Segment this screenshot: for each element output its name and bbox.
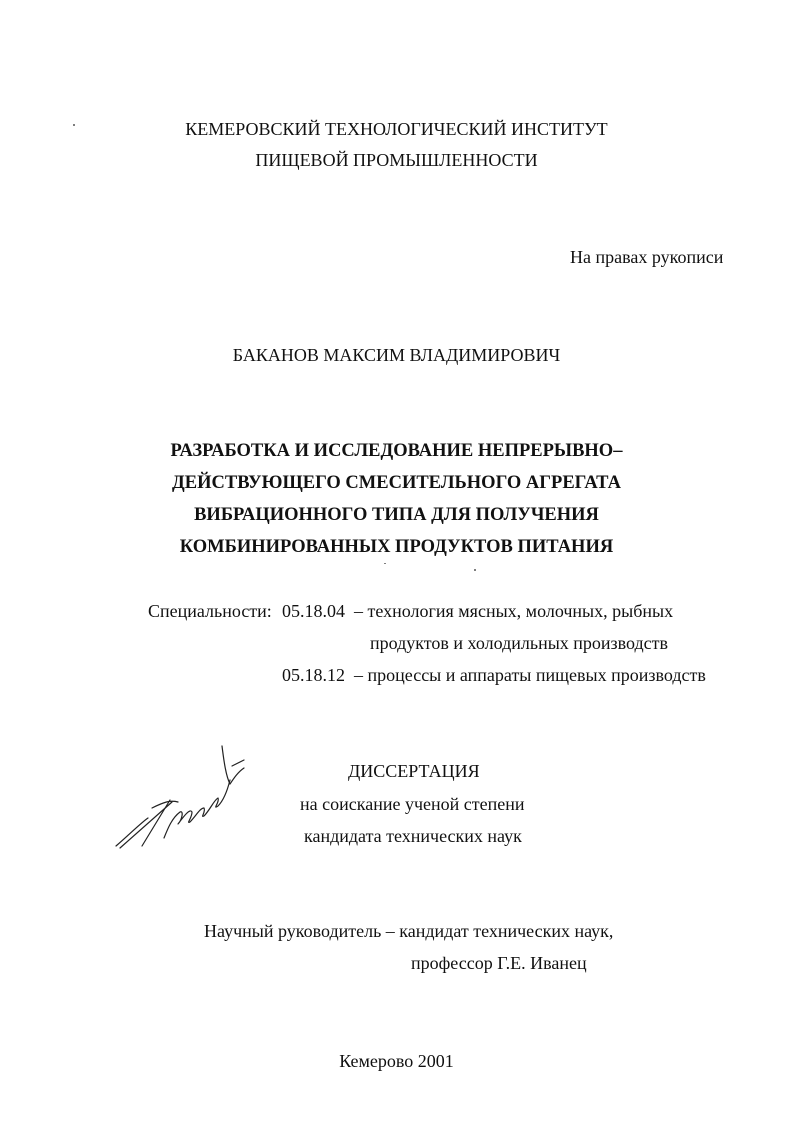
supervisor-line-2: профессор Г.Е. Иванец bbox=[411, 953, 587, 973]
institute-line-1: КЕМЕРОВСКИЙ ТЕХНОЛОГИЧЕСКИЙ ИНСТИТУТ bbox=[185, 119, 608, 139]
specialty-code-2: 05.18.12 bbox=[282, 665, 345, 685]
author-name: БАКАНОВ МАКСИМ ВЛАДИМИРОВИЧ bbox=[232, 345, 561, 365]
specialty-desc-1b: продуктов и холодильных производств bbox=[370, 633, 669, 653]
title-line-1: РАЗРАБОТКА И ИССЛЕДОВАНИЕ НЕПРЕРЫВНО– bbox=[170, 441, 623, 461]
dissertation-degree-line: на соискание ученой степени bbox=[300, 794, 525, 814]
specialty-code-1: 05.18.04 bbox=[282, 601, 345, 621]
place-year: Кемерово 2001 bbox=[339, 1051, 454, 1071]
author-signature bbox=[112, 742, 247, 854]
scan-speck bbox=[384, 563, 386, 564]
title-line-3: ВИБРАЦИОННОГО ТИПА ДЛЯ ПОЛУЧЕНИЯ bbox=[194, 505, 599, 525]
title-line-4: КОМБИНИРОВАННЫХ ПРОДУКТОВ ПИТАНИЯ bbox=[179, 537, 614, 557]
specialty-desc-2: – процессы и аппараты пищевых производств bbox=[354, 665, 706, 685]
rights-note: На правах рукописи bbox=[570, 247, 724, 267]
institute-line-2: ПИЩЕВОЙ ПРОМЫШЛЕННОСТИ bbox=[255, 150, 538, 170]
specialty-desc-1a: – технология мясных, молочных, рыбных bbox=[354, 601, 674, 621]
supervisor-line-1: Научный руководитель – кандидат технических наук, bbox=[204, 921, 614, 941]
specialties-label: Специальности: bbox=[148, 601, 272, 621]
dissertation-field-line: кандидата технических наук bbox=[304, 826, 522, 846]
title-line-2: ДЕЙСТВУЮЩЕГО СМЕСИТЕЛЬНОГО АГРЕГАТА bbox=[172, 473, 621, 493]
scan-speck bbox=[73, 124, 75, 126]
dissertation-heading: ДИССЕРТАЦИЯ bbox=[348, 761, 480, 781]
scan-speck bbox=[474, 569, 476, 571]
